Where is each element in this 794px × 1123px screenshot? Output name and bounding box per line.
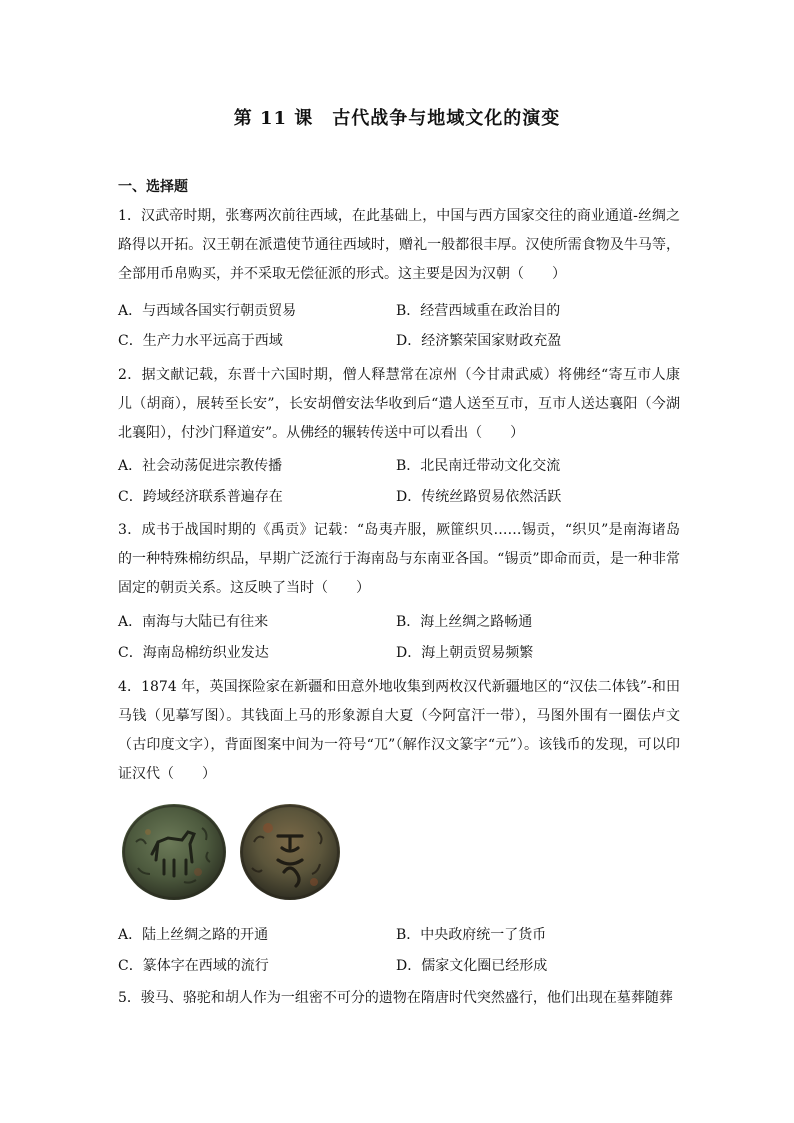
question-4-option-c: C．篆体字在西域的流行 [118, 958, 269, 974]
section-heading: 一、选择题 [118, 179, 188, 195]
question-1-stem: 1．汉武帝时期，张骞两次前往西域，在此基础上，中国与西方国家交往的商业通道-丝绸之路得以开拓。汉王朝在派遣使节通往西域时，赠礼一般都很丰厚。汉使所需食物及牛马等，全部用币帛购买，并不采取无偿征派的形式。这主要是因为汉朝（ ） [118, 208, 680, 282]
question-2-option-b: B．北民南迁带动文化交流 [396, 458, 561, 474]
question-4-stem: 4．1874 年，英国探险家在新疆和田意外地收集到两枚汉代新疆地区的“汉佉二体钱”-和田马钱（见摹写图）。其钱面上马的形象源自大夏（今阿富汗一带），马图外围有一圈佉卢文（古印度文字），背面图案中间为一符号“兀”（解作汉文篆字“元”）。该钱币的发现，可以印证汉代（ ） [118, 679, 680, 782]
coin-illustration [118, 802, 348, 902]
question-1-option-b: B．经营西域重在政治目的 [396, 303, 561, 319]
question-3-option-d: D．海上朝贡贸易频繁 [396, 645, 534, 661]
question-3-option-a: A．南海与大陆已有往来 [118, 614, 269, 630]
question-3-option-b: B．海上丝绸之路畅通 [396, 614, 533, 630]
question-4-option-a: A．陆上丝绸之路的开通 [118, 927, 269, 943]
question-1-option-d: D．经济繁荣国家财政充盈 [396, 333, 562, 349]
lesson-title: 第 11 课 古代战争与地域文化的演变 [233, 108, 561, 129]
question-2-option-d: D．传统丝路贸易依然活跃 [396, 489, 562, 505]
coin-obverse-horse [122, 804, 226, 900]
question-4-option-b: B．中央政府统一了货币 [396, 927, 547, 943]
coin-reverse-symbol [240, 804, 340, 900]
question-1-option-c: C．生产力水平远高于西域 [118, 333, 283, 349]
question-3-option-c: C．海南岛棉纺织业发达 [118, 645, 269, 661]
question-1-option-a: A．与西域各国实行朝贡贸易 [118, 303, 297, 319]
question-2-stem: 2．据文献记载，东晋十六国时期，僧人释慧常在凉州（今甘肃武威）将佛经“寄互市人康儿（胡商），展转至长安”，长安胡僧安法华收到后“遣人送至互市，互市人送达襄阳（今湖北襄阳），付沙门释道安”。从佛经的辗转传送中可以看出（ ） [118, 367, 680, 441]
question-5-stem: 5．骏马、骆驼和胡人作为一组密不可分的遗物在隋唐时代突然盛行，他们出现在墓葬随葬 [118, 990, 673, 1006]
question-2-option-c: C．跨域经济联系普遍存在 [118, 489, 283, 505]
question-2-option-a: A．社会动荡促进宗教传播 [118, 458, 283, 474]
question-4-option-d: D．儒家文化圈已经形成 [396, 958, 548, 974]
question-3-stem: 3．成书于战国时期的《禹贡》记载：“岛夷卉服，厥篚织贝……锡贡，“织贝”是南海诸岛的一种特殊棉纺织品，早期广泛流行于海南岛与东南亚各国。“锡贡”即命而贡，是一种非常固定的朝贡关系。这反映了当时（ ） [118, 522, 680, 596]
